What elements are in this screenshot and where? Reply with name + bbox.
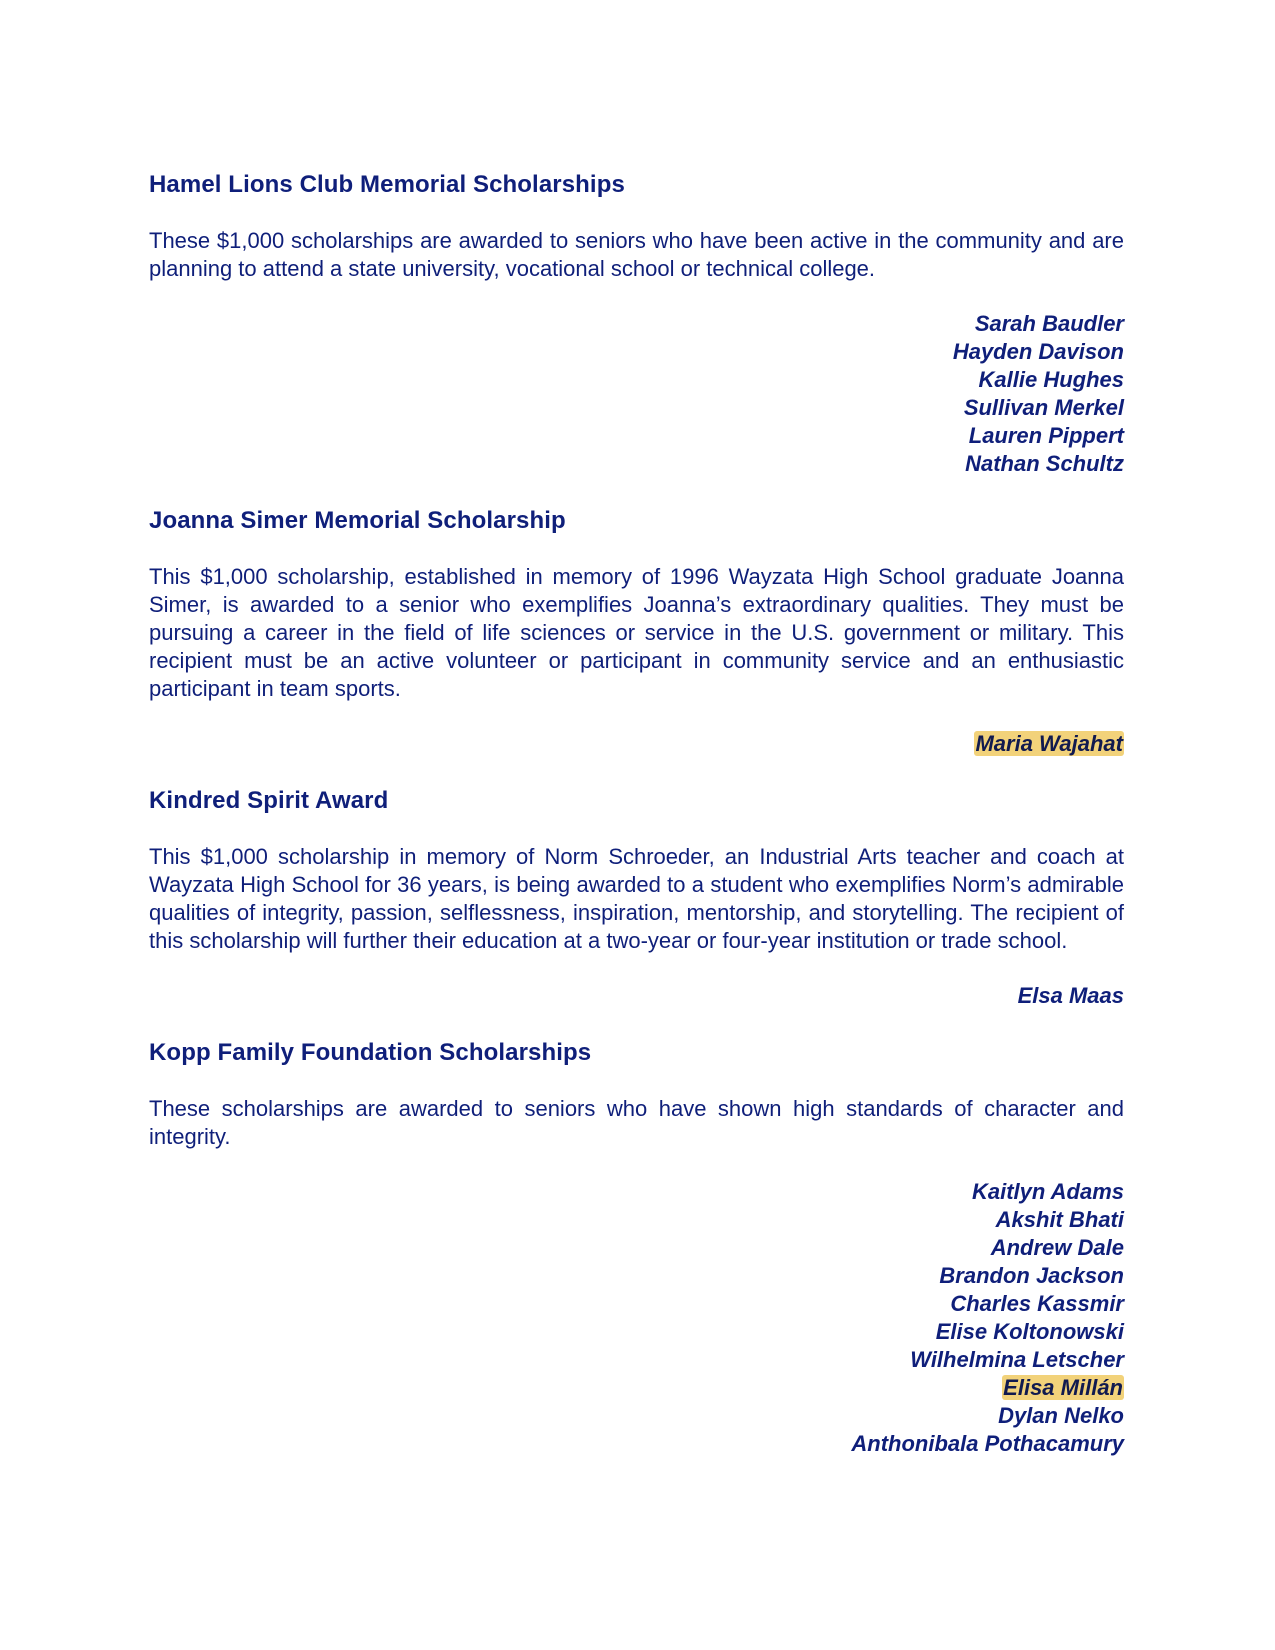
section-title: Kopp Family Foundation Scholarships (149, 1039, 592, 1066)
recipient-name: Akshit Bhati (995, 1207, 1124, 1232)
highlighted-name: Elisa Millán (1003, 1375, 1123, 1400)
recipient-list (149, 730, 1124, 758)
recipient-name: Nathan Schultz (965, 451, 1124, 476)
section-title: Joanna Simer Memorial Scholarship (149, 507, 566, 534)
section-kindred-spirit (149, 786, 1124, 1010)
recipient-name: Elise Koltonowski (935, 1319, 1124, 1344)
section-title: Hamel Lions Club Memorial Scholarships (149, 171, 625, 198)
recipient-name: Andrew Dale (990, 1235, 1124, 1260)
recipient-name (149, 1374, 1124, 1402)
recipient-name: Kallie Hughes (978, 367, 1124, 392)
document-page (149, 170, 1124, 1458)
recipient-list (149, 310, 1124, 478)
section-description: This $1,000 scholarship, established in memory of 1996 Wayzata High School graduate Joanna Simer, is awarded to a senior who exemplifies Joanna’s extraordinary qualities. They must be pursuing a career in the field of life sciences or service in the U.S. government or military. This recipient must be an active volunteer or participant in community service and an enthusiastic participant in team sports. (149, 564, 1124, 701)
section-description: This $1,000 scholarship in memory of Norm Schroeder, an Industrial Arts teacher and coach at Wayzata High School for 36 years, is being awarded to a student who exemplifies Norm’s admirable qualities of integrity, passion, selflessness, inspiration, mentorship, and storytelling. The recipient of this scholarship will further their education at a two-year or four-year institution or trade school. (149, 844, 1124, 953)
recipient-name: Sarah Baudler (974, 311, 1124, 336)
recipient-name: Kaitlyn Adams (971, 1179, 1124, 1204)
section-kopp-family (149, 1038, 1124, 1458)
recipient-name: Dylan Nelko (998, 1403, 1124, 1428)
recipient-list (149, 982, 1124, 1010)
highlighted-name: Maria Wajahat (975, 731, 1123, 756)
recipient-name: Brandon Jackson (939, 1263, 1124, 1288)
section-description: These $1,000 scholarships are awarded to seniors who have been active in the community and are planning to attend a state university, vocational school or technical college. (149, 228, 1124, 281)
section-description: These scholarships are awarded to seniors who have shown high standards of character and integrity. (149, 1096, 1124, 1149)
recipient-name: Elsa Maas (1017, 983, 1124, 1008)
recipient-list (149, 1178, 1124, 1458)
recipient-name: Wilhelmina Letscher (910, 1347, 1124, 1372)
section-joanna-simer (149, 506, 1124, 758)
recipient-name: Sullivan Merkel (963, 395, 1124, 420)
recipient-name: Hayden Davison (952, 339, 1124, 364)
recipient-name: Charles Kassmir (950, 1291, 1124, 1316)
section-title: Kindred Spirit Award (149, 787, 389, 814)
recipient-name: Anthonibala Pothacamury (851, 1431, 1124, 1456)
recipient-name: Lauren Pippert (968, 423, 1124, 448)
section-hamel-lions (149, 170, 1124, 478)
recipient-name (149, 730, 1124, 758)
